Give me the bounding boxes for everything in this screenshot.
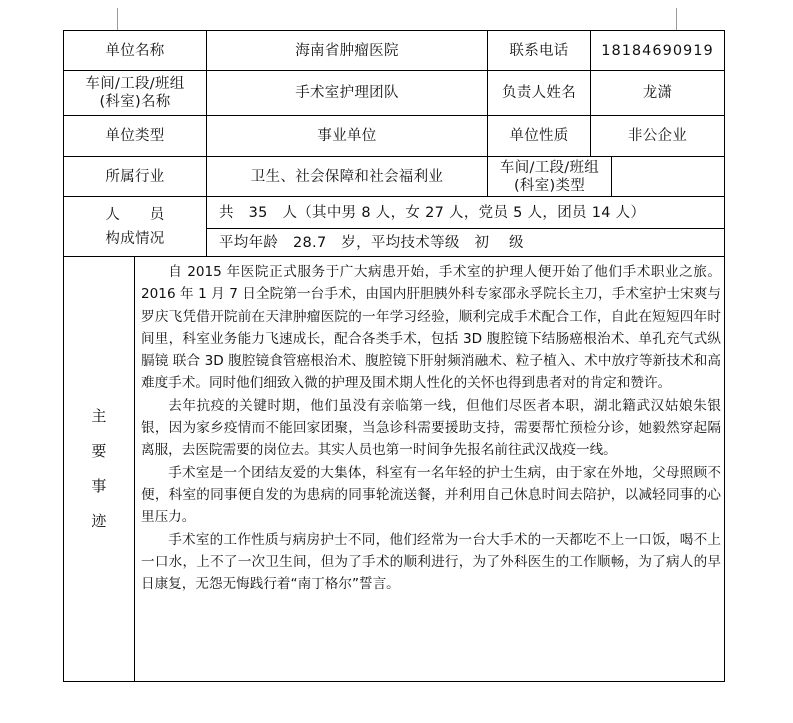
crop-mark-left (117, 8, 118, 30)
unit-type-label: 单位类型 (105, 128, 165, 144)
team-name-label (64, 71, 206, 115)
team-name-label-line2: (科室)名称 (99, 94, 171, 110)
composition-label (64, 197, 206, 256)
unit-name-label: 单位名称 (105, 42, 165, 59)
leader-label: 负责人姓名 (502, 85, 576, 101)
deeds-paragraph: 去年抗疫的关键时期，他们虽没有亲临第一线，但他们尽医者本职，湖北籍武汉姑娘朱银银，因为家乡疫情而不能回家团聚，当急诊科需要援助支持，需要帮忙预检分诊，她毅然穿起隔离服，去医院需要的岗位去。其实人员也第一时间争先报名前往武汉战疫一线。 (141, 397, 721, 459)
unit-nature-value: 非公企业 (627, 128, 688, 144)
table-border-right (724, 30, 725, 682)
main-deeds-text (141, 261, 721, 595)
team-type-label (488, 157, 611, 196)
deeds-paragraph: 手术室的工作性质与病房护士不同，他们经常为一台大手术的一天都吃不上一口饭，喝不上一口水，上不了一次卫生间，但为了手术的顺利进行，为了外科医生的工作顺畅，为了病人的早日康复，无怨无悔践行着“南丁格尔”誓言。 (141, 531, 721, 593)
unit-name-value: 海南省肿瘤医院 (295, 42, 399, 59)
phone-value: 18184690919 (601, 42, 714, 59)
team-name-label-line1: 车间/工段/班组 (85, 76, 185, 92)
phone-label: 联系电话 (509, 42, 569, 59)
unit-type-value: 事业单位 (317, 128, 377, 144)
deeds-paragraph: 自 2015 年医院正式服务于广大病患开始，手术室的护理人便开始了他们手术职业之旅。2016 年 1 月 7 日全院第一台手术，由国内肝胆胰外科专家邵永孚院长主刀，手术室护士宋爽与罗庆飞凭借开院前在天津肿瘤医院的一年学习经验，顺利完成手术配合工作，自此在短短四年时间里，科室业务能力飞速成长，配合各类手术，包括 3D 腹腔镜下结肠癌根治术、单孔充气式纵膈镜 联合 3D 腹腔镜食管癌根治术、腹腔镜下肝射频消融术、粒子植入、术中放疗等新技术和高难度手术。同时他们细致入微的护理及围术期人性化的关怀也得到患者对的肯定和赞许。 (141, 264, 721, 392)
main-deeds-label-char: 事 (91, 477, 107, 495)
row-divider (63, 256, 725, 257)
main-deeds-label (64, 257, 134, 681)
industry-label: 所属行业 (105, 168, 165, 185)
unit-nature-label: 单位性质 (509, 128, 569, 144)
age-info: 平均年龄 28.7 岁，平均技术等级 初 级 (219, 234, 524, 251)
main-deeds-label-char: 迹 (91, 512, 107, 530)
deeds-paragraph: 手术室是一个团结友爱的大集体，科室有一名年轻的护士生病，由于家在外地，父母照顾不便，科室的同事便自发的为患病的同事轮流送餐，并利用自己休息时间去陪护，以减轻同事的心里压力。 (141, 464, 721, 526)
crop-mark-right (676, 8, 677, 30)
leader-value: 龙潇 (642, 85, 673, 101)
industry-value: 卫生、社会保障和社会福利业 (250, 168, 444, 185)
main-deeds-label-char: 主 (91, 407, 107, 425)
table-border-bottom (63, 681, 725, 682)
main-deeds-label-char: 要 (91, 442, 107, 460)
members-info: 共 35 人（其中男 8 人，女 27 人，党员 5 人，团员 14 人） (219, 204, 646, 221)
composition-label-line2: 构成情况 (105, 230, 165, 247)
team-name-value: 手术室护理团队 (295, 85, 399, 101)
column-divider (134, 256, 135, 682)
team-type-value (612, 157, 724, 196)
team-type-label-line2: (科室)类型 (513, 177, 586, 194)
composition-label-line1: 人 员 (105, 206, 165, 223)
team-type-label-line1: 车间/工段/班组 (499, 159, 600, 176)
